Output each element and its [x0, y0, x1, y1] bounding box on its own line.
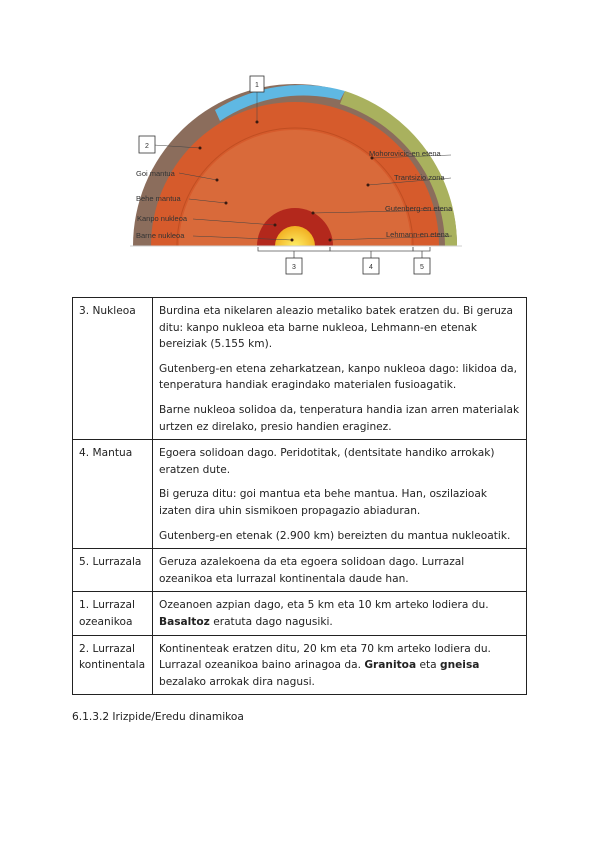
table-row	[73, 549, 527, 592]
callout-box-2	[139, 136, 155, 153]
text-segment: Ozeanoen azpian dago, eta 5 km eta 10 km arteko lodiera du.	[159, 599, 489, 612]
label-barne-nukleoa: Barne nukleoa	[136, 231, 185, 240]
table-row	[73, 635, 527, 695]
text-segment: Kontinenteak eratzen ditu, 20 km eta 70 km arteko lodiera du. Lurrazal ozeanikoa baino arinagoa da.	[159, 642, 491, 672]
row-description	[153, 298, 527, 440]
text-segment: eta	[416, 659, 440, 672]
row-label: 2. Lurrazal kontinentala	[73, 635, 153, 695]
table-row	[73, 440, 527, 549]
bold-term: Basaltoz	[159, 615, 210, 628]
row-description	[153, 440, 527, 549]
paragraph: Gutenberg-en etena zeharkatzean, kanpo nukleoa dago: likidoa da, tenperatura handiak eragindako materialen fusioagatik.	[159, 362, 517, 392]
label-goi-mantua: Goi mantua	[136, 169, 175, 178]
label-trantsizio: Trantsizio zona	[394, 173, 445, 182]
bold-term: Granitoa	[364, 659, 417, 672]
earth-layers-table	[72, 297, 527, 695]
callout-box-5	[414, 258, 430, 274]
bold-term: gneisa	[440, 659, 480, 672]
paragraph: Burdina eta nikelaren aleazio metaliko batek eratzen du. Bi geruza ditu: kanpo nukleoa eta barne nukleoa, Lehmann-en etenak bereiziak (5.155 km).	[159, 305, 513, 351]
svg-text:3: 3	[292, 264, 296, 271]
paragraph: Egoera solidoan dago. Peridotitak, (dentsitate handiko arrokak) eratzen dute.	[159, 447, 495, 476]
row-label: 4. Mantua	[73, 440, 153, 549]
row-description	[153, 592, 527, 635]
scale-brackets	[258, 247, 430, 258]
paragraph	[159, 597, 520, 630]
paragraph: Geruza azalekoena da eta egoera solidoan dago. Lurrazal ozeanikoa eta lurrazal kontinentala daude han.	[159, 556, 465, 585]
paragraph: Bi geruza ditu: goi mantua eta behe mantua. Han, oszilazioak izaten dira uhin sismikoen propagazio abiaduran.	[159, 488, 488, 517]
svg-text:4: 4	[369, 264, 373, 271]
label-lehmann: Lehmann-en etena	[386, 230, 449, 239]
callout-box-1	[250, 76, 264, 92]
row-description	[153, 635, 527, 695]
label-gutenberg: Gutenberg-en etena	[385, 204, 453, 213]
table-row	[73, 592, 527, 635]
earth-layers-diagram	[0, 0, 600, 290]
label-behe-mantua: Behe mantua	[136, 194, 181, 203]
row-label: 3. Nukleoa	[73, 298, 153, 440]
svg-text:5: 5	[420, 264, 424, 271]
paragraph: Gutenberg-en etenak (2.900 km) bereizten du mantua nukleoatik.	[159, 529, 511, 542]
label-mohorovicic: Mohorovicic-en etena	[369, 149, 441, 158]
table-row	[73, 298, 527, 440]
svg-text:2: 2	[145, 143, 149, 150]
text-segment: eratuta dago nagusiki.	[209, 615, 333, 628]
callout-box-4	[363, 258, 379, 274]
text-segment: bezalako arrokak dira nagusi.	[159, 675, 315, 688]
row-description	[153, 549, 527, 592]
row-label: 5. Lurrazala	[73, 549, 153, 592]
row-label: 1. Lurrazal ozeanikoa	[73, 592, 153, 635]
paragraph: Barne nukleoa solidoa da, tenperatura handia izan arren materialak urtzen ez direlako, presio handien eraginez.	[159, 403, 520, 433]
callout-box-3	[286, 258, 302, 274]
paragraph	[159, 641, 520, 691]
svg-text:1: 1	[255, 82, 259, 89]
label-kanpo-nukleoa: Kanpo nukleoa	[137, 214, 188, 223]
section-heading: 6.1.3.2 Irizpide/Eredu dinamikoa	[72, 711, 244, 723]
